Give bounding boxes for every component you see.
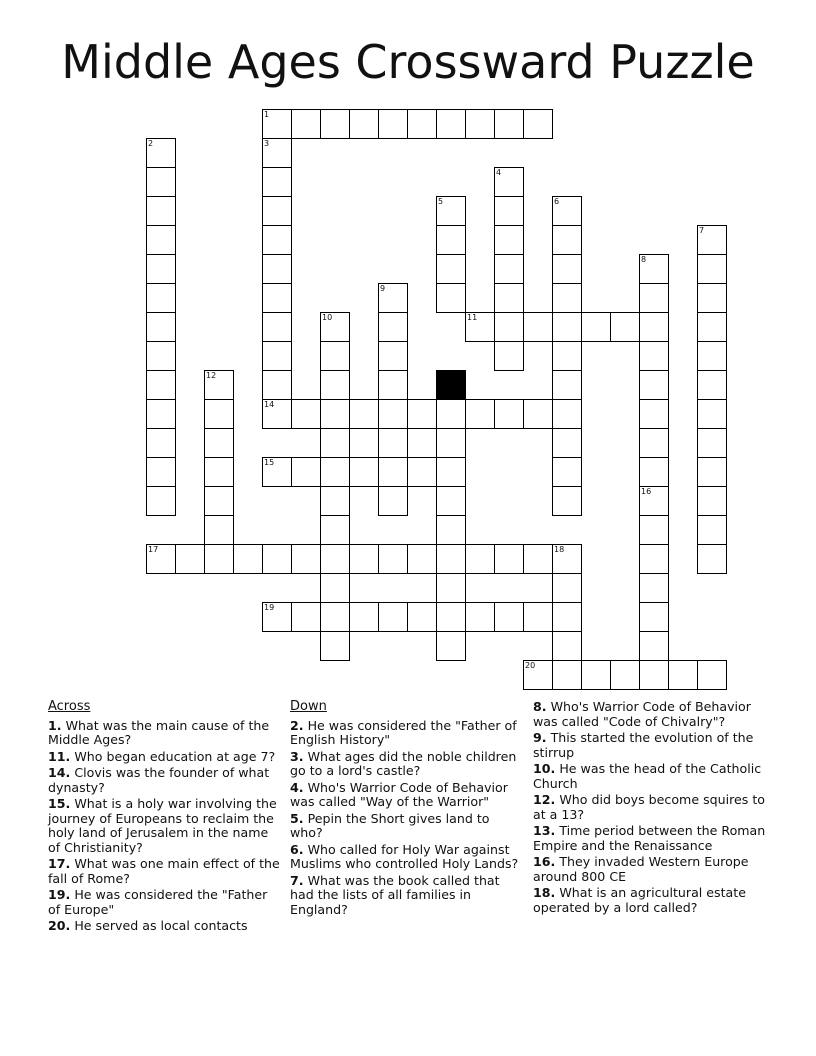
grid-cell[interactable] [262, 544, 292, 574]
clue-item [290, 719, 522, 748]
clue-item-text: He served as local contacts [74, 918, 248, 933]
clue-item [533, 855, 773, 884]
clue-item [290, 843, 522, 872]
clue-item-number: 7. [290, 872, 304, 888]
grid-cell[interactable] [436, 457, 466, 487]
clue-number: 20 [525, 661, 536, 670]
grid-cell[interactable] [262, 196, 292, 226]
grid-cell[interactable] [465, 399, 495, 429]
grid-cell[interactable] [320, 544, 350, 574]
grid-cell[interactable] [552, 428, 582, 458]
grid-cell[interactable] [291, 544, 321, 574]
grid-cell[interactable] [697, 312, 727, 342]
grid-cell[interactable] [378, 544, 408, 574]
grid-cell[interactable] [320, 109, 350, 139]
grid-cell[interactable] [262, 602, 292, 632]
grid-cell[interactable] [262, 457, 292, 487]
grid-cell[interactable] [436, 515, 466, 545]
grid-cell[interactable] [465, 109, 495, 139]
grid-cell[interactable] [378, 283, 408, 313]
grid-cell[interactable] [291, 109, 321, 139]
grid-cell[interactable] [407, 457, 437, 487]
grid-cell[interactable] [436, 109, 466, 139]
grid-cell[interactable] [697, 225, 727, 255]
grid-cell[interactable] [349, 109, 379, 139]
clue-item-number: 11. [48, 748, 71, 764]
grid-cell[interactable] [552, 312, 582, 342]
clue-item-text: Pepin the Short gives land to who? [290, 810, 490, 840]
grid-cell[interactable] [465, 602, 495, 632]
grid-cell[interactable] [320, 573, 350, 603]
grid-cell[interactable] [349, 399, 379, 429]
clue-item-number: 3. [290, 748, 304, 764]
grid-cell[interactable] [146, 428, 176, 458]
grid-cell[interactable] [349, 544, 379, 574]
grid-cell[interactable] [378, 312, 408, 342]
grid-cell[interactable] [610, 660, 640, 690]
grid-cell[interactable] [639, 660, 669, 690]
grid-cell[interactable] [697, 515, 727, 545]
grid-cell[interactable] [436, 283, 466, 313]
grid-cell[interactable] [233, 544, 263, 574]
grid-cell[interactable] [523, 544, 553, 574]
clue-item [48, 857, 280, 886]
clue-item-number: 18. [533, 885, 556, 900]
clue-number: 12 [206, 371, 217, 380]
grid-cell[interactable] [639, 515, 669, 545]
grid-cell[interactable] [320, 312, 350, 342]
clue-item-number: 1. [48, 717, 62, 733]
grid-cell[interactable] [552, 196, 582, 226]
grid-cell[interactable] [407, 399, 437, 429]
clues-column-2 [290, 700, 522, 919]
grid-cell[interactable] [639, 370, 669, 400]
clue-item-number: 2. [290, 717, 304, 733]
grid-cell[interactable] [552, 341, 582, 371]
grid-cell[interactable] [436, 399, 466, 429]
clue-item [48, 919, 280, 934]
grid-cell[interactable] [146, 312, 176, 342]
grid-cell[interactable] [320, 341, 350, 371]
grid-cell[interactable] [697, 341, 727, 371]
grid-cell[interactable] [146, 138, 176, 168]
clues-column-1 [48, 700, 280, 936]
grid-cell[interactable] [378, 428, 408, 458]
clue-item-text: Who called for Holy War against Muslims who controlled Holy Lands? [290, 841, 519, 871]
grid-cell[interactable] [552, 486, 582, 516]
grid-cell[interactable] [146, 544, 176, 574]
clue-item [533, 886, 773, 915]
clue-number: 4 [496, 168, 502, 177]
clue-number: 2 [148, 139, 154, 148]
grid-cell[interactable] [204, 457, 234, 487]
grid-cell[interactable] [523, 399, 553, 429]
grid-cell[interactable] [610, 312, 640, 342]
clue-item-text: What was the book called that had the lists of all families in England? [290, 872, 500, 917]
grid-cell[interactable] [668, 660, 698, 690]
clue-item-text: Who did boys become squires to at a 13? [533, 792, 765, 822]
grid-cell[interactable] [523, 602, 553, 632]
grid-cell[interactable] [436, 573, 466, 603]
grid-cell[interactable] [494, 544, 524, 574]
grid-cell[interactable] [378, 486, 408, 516]
grid-cell[interactable] [291, 457, 321, 487]
grid-cell[interactable] [552, 544, 582, 574]
grid-cell[interactable] [262, 312, 292, 342]
grid-cell[interactable] [262, 167, 292, 197]
clue-item-text: What ages did the noble children go to a lord's castle? [290, 748, 517, 778]
clue-item [533, 824, 773, 853]
grid-cell[interactable] [349, 457, 379, 487]
grid-cell[interactable] [465, 544, 495, 574]
grid-cell[interactable] [146, 341, 176, 371]
grid-cell[interactable] [204, 515, 234, 545]
grid-cell[interactable] [436, 486, 466, 516]
grid-cell[interactable] [697, 370, 727, 400]
grid-cell[interactable] [494, 312, 524, 342]
grid-cell[interactable] [697, 544, 727, 574]
across-heading: Across [48, 699, 91, 714]
grid-cell[interactable] [146, 167, 176, 197]
grid-cell[interactable] [407, 109, 437, 139]
grid-cell[interactable] [581, 660, 611, 690]
grid-cell[interactable] [494, 196, 524, 226]
clue-item-text: They invaded Western Europe around 800 CE [533, 854, 749, 884]
clue-item-text: Clovis was the founder of what dynasty? [48, 765, 270, 795]
grid-cell[interactable] [262, 254, 292, 284]
grid-cell[interactable] [639, 631, 669, 661]
clue-item [533, 731, 773, 760]
clue-item-number: 20. [48, 918, 71, 933]
clue-item-number: 6. [290, 841, 304, 857]
grid-cell[interactable] [697, 399, 727, 429]
clue-item [48, 888, 280, 917]
grid-cell[interactable] [378, 399, 408, 429]
grid-cell[interactable] [552, 399, 582, 429]
black-cell [436, 370, 466, 400]
grid-cell[interactable] [639, 602, 669, 632]
clue-item [48, 766, 280, 795]
clue-number: 17 [148, 545, 159, 554]
grid-cell[interactable] [204, 486, 234, 516]
grid-cell[interactable] [639, 428, 669, 458]
clue-item-text: Who's Warrior Code of Behavior was called "Way of the Warrior" [290, 779, 508, 809]
clue-item [48, 750, 280, 765]
grid-cell[interactable] [204, 544, 234, 574]
grid-cell[interactable] [320, 515, 350, 545]
grid-cell[interactable] [262, 225, 292, 255]
grid-cell[interactable] [639, 341, 669, 371]
grid-cell[interactable] [349, 602, 379, 632]
clue-number: 14 [264, 400, 275, 409]
grid-cell[interactable] [697, 428, 727, 458]
grid-cell[interactable] [552, 225, 582, 255]
grid-cell[interactable] [523, 312, 553, 342]
grid-cell[interactable] [552, 457, 582, 487]
grid-cell[interactable] [204, 370, 234, 400]
clue-item-number: 16. [533, 854, 556, 869]
grid-cell[interactable] [523, 660, 553, 690]
grid-cell[interactable] [494, 341, 524, 371]
clue-item-number: 13. [533, 823, 556, 838]
clue-number: 9 [380, 284, 386, 293]
grid-cell[interactable] [552, 283, 582, 313]
grid-cell[interactable] [175, 544, 205, 574]
clue-item [533, 700, 773, 729]
clue-number: 11 [467, 313, 478, 322]
grid-cell[interactable] [523, 109, 553, 139]
grid-cell[interactable] [262, 399, 292, 429]
clue-item-text: He was considered the "Father of Europe" [48, 887, 268, 917]
grid-cell[interactable] [320, 602, 350, 632]
grid-cell[interactable] [262, 109, 292, 139]
clue-item-number: 9. [533, 730, 547, 745]
clue-item-text: He was considered the "Father of English History" [290, 717, 517, 747]
grid-cell[interactable] [697, 283, 727, 313]
grid-cell[interactable] [320, 457, 350, 487]
grid-cell[interactable] [262, 370, 292, 400]
clue-item-text: What was one main effect of the fall of Rome? [48, 856, 280, 886]
clue-item [290, 874, 522, 918]
grid-cell[interactable] [639, 312, 669, 342]
grid-cell[interactable] [552, 254, 582, 284]
grid-cell[interactable] [639, 399, 669, 429]
grid-cell[interactable] [639, 283, 669, 313]
clue-item-number: 17. [48, 856, 71, 871]
clue-item [533, 762, 773, 791]
clue-number: 16 [641, 487, 652, 496]
grid-cell[interactable] [436, 602, 466, 632]
clue-number: 19 [264, 603, 275, 612]
down-heading: Down [290, 699, 327, 714]
grid-cell[interactable] [697, 486, 727, 516]
grid-cell[interactable] [320, 631, 350, 661]
clue-item-text: Who's Warrior Code of Behavior was called "Code of Chivalry"? [533, 699, 751, 729]
grid-cell[interactable] [146, 196, 176, 226]
clue-item-text: Who began education at age 7? [74, 748, 276, 764]
grid-cell[interactable] [436, 225, 466, 255]
grid-cell[interactable] [407, 544, 437, 574]
grid-cell[interactable] [146, 399, 176, 429]
clue-number: 3 [264, 139, 270, 148]
clue-item-number: 15. [48, 796, 71, 811]
grid-cell[interactable] [436, 544, 466, 574]
clue-item-text: He was the head of the Catholic Church [533, 761, 762, 791]
grid-cell[interactable] [320, 428, 350, 458]
grid-cell[interactable] [378, 602, 408, 632]
grid-cell[interactable] [494, 254, 524, 284]
grid-cell[interactable] [378, 370, 408, 400]
grid-cell[interactable] [552, 573, 582, 603]
clue-number: 1 [264, 110, 270, 119]
grid-cell[interactable] [262, 341, 292, 371]
clue-item-text: This started the evolution of the stirrup [533, 730, 754, 760]
grid-cell[interactable] [552, 370, 582, 400]
grid-cell[interactable] [262, 138, 292, 168]
clue-item-text: What was the main cause of the Middle Ages? [48, 717, 270, 747]
grid-cell[interactable] [639, 486, 669, 516]
clue-number: 15 [264, 458, 275, 467]
grid-cell[interactable] [262, 283, 292, 313]
grid-cell[interactable] [146, 370, 176, 400]
grid-cell[interactable] [204, 399, 234, 429]
grid-cell[interactable] [494, 602, 524, 632]
grid-cell[interactable] [494, 399, 524, 429]
clue-number: 7 [699, 226, 705, 235]
grid-cell[interactable] [146, 457, 176, 487]
grid-cell[interactable] [581, 312, 611, 342]
grid-cell[interactable] [146, 486, 176, 516]
clue-item-number: 12. [533, 792, 556, 807]
grid-cell[interactable] [146, 283, 176, 313]
grid-cell[interactable] [320, 399, 350, 429]
clue-item-number: 19. [48, 887, 71, 902]
grid-cell[interactable] [494, 109, 524, 139]
grid-cell[interactable] [436, 631, 466, 661]
clues-column-3 [533, 700, 773, 917]
clue-number: 6 [554, 197, 560, 206]
clue-item [290, 781, 522, 810]
grid-cell[interactable] [378, 341, 408, 371]
grid-cell[interactable] [146, 225, 176, 255]
page-title: Middle Ages Crossward Puzzle [61, 35, 755, 89]
clue-item-number: 14. [48, 765, 71, 780]
clue-item-number: 5. [290, 810, 304, 826]
clue-number: 10 [322, 313, 333, 322]
grid-cell[interactable] [494, 283, 524, 313]
grid-cell[interactable] [494, 167, 524, 197]
grid-cell[interactable] [436, 196, 466, 226]
grid-cell[interactable] [697, 660, 727, 690]
grid-cell[interactable] [552, 631, 582, 661]
grid-cell[interactable] [204, 428, 234, 458]
grid-cell[interactable] [639, 254, 669, 284]
grid-cell[interactable] [552, 660, 582, 690]
grid-cell[interactable] [378, 109, 408, 139]
clue-item-number: 4. [290, 779, 304, 795]
grid-cell[interactable] [465, 312, 495, 342]
grid-cell[interactable] [697, 254, 727, 284]
clue-item [290, 750, 522, 779]
clue-item-number: 8. [533, 699, 547, 714]
grid-cell[interactable] [436, 254, 466, 284]
grid-cell[interactable] [639, 573, 669, 603]
clue-item [533, 793, 773, 822]
clue-number: 5 [438, 197, 444, 206]
grid-cell[interactable] [378, 457, 408, 487]
grid-cell[interactable] [320, 486, 350, 516]
clue-item-number: 10. [533, 761, 556, 776]
grid-cell[interactable] [146, 254, 176, 284]
clue-item [48, 719, 280, 748]
clue-number: 8 [641, 255, 647, 264]
clue-item-text: Time period between the Roman Empire and the Renaissance [533, 823, 766, 853]
clue-item-text: What is an agricultural estate operated by a lord called? [533, 885, 746, 915]
grid-cell[interactable] [697, 457, 727, 487]
clue-item-text: What is a holy war involving the journey of Europeans to reclaim the holy land of Jerusalem in the name of Christianity? [48, 796, 277, 855]
grid-cell[interactable] [552, 602, 582, 632]
grid-cell[interactable] [291, 399, 321, 429]
grid-cell[interactable] [639, 544, 669, 574]
grid-cell[interactable] [639, 457, 669, 487]
clue-item [48, 797, 280, 855]
grid-cell[interactable] [291, 602, 321, 632]
clue-number: 18 [554, 545, 565, 554]
grid-cell[interactable] [436, 428, 466, 458]
clue-item [290, 812, 522, 841]
grid-cell[interactable] [494, 225, 524, 255]
grid-cell[interactable] [320, 370, 350, 400]
grid-cell[interactable] [407, 602, 437, 632]
